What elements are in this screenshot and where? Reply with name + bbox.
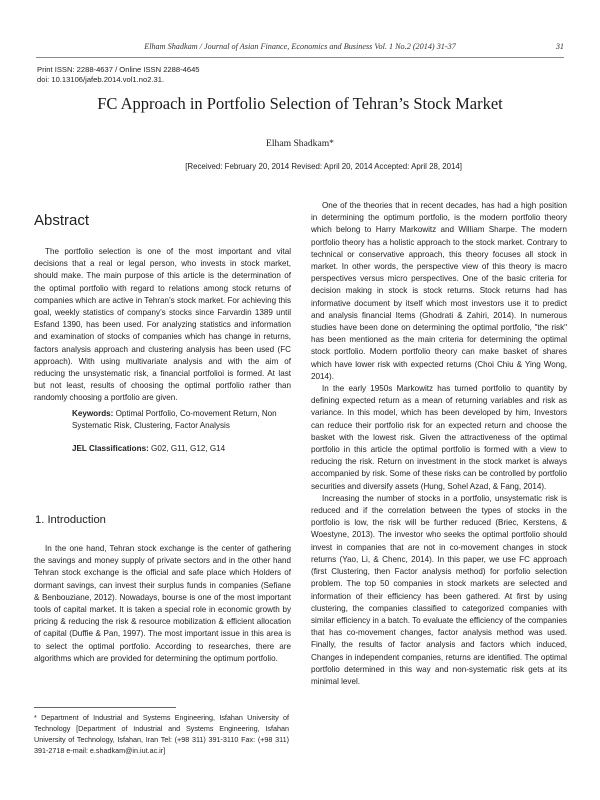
keywords-text: Optimal Portfolio, Co-movement Return, Non Systematic Risk, Clustering, Factor Analysis — [72, 409, 277, 431]
page-number: 31 — [555, 42, 564, 51]
header-rule — [36, 57, 564, 58]
author-footnote: * Department of Industrial and Systems Engineering, Isfahan University of Technology [Department of Industrial and Systems Engineering, Isfahan University of Technology, Isfahan, Iran Tel: (+98 311) 391-3110 Fax: (+98 311) 391-2718 e-mail: e.shadkam@in.iut.ac.ir] — [34, 713, 289, 755]
doi-line: doi: 10.13106/jafeb.2014.vol1.no2.31. — [37, 74, 165, 84]
keywords-label: Keywords: — [72, 409, 114, 418]
introduction-body — [34, 543, 291, 665]
author-name: Elham Shadkam* — [266, 138, 334, 149]
received-dates: [Received: February 20, 2014 Revised: April 20, 2014 Accepted: April 28, 2014] — [185, 162, 462, 171]
issn-block — [37, 65, 200, 84]
footnote-rule — [34, 707, 176, 708]
right-paragraph-2: In the early 1950s Markowitz has turned portfolio to quantity by defining expected return as a mean of returning variables and risk as variance. In this model, which has been developed by him, Investors can reduce their portfolio risk for an expected return and choose the basket with the lowest risk. Given the attractiveness of the optimal portfolio in this article the optimal portfolio is formed with a view to reducing the risk. Return on investment in the stock market is always accompanied by risk. Some of these risks can be controlled by portfolio securities and diversify assets (Hung, Sohel Azad, & Fang, 2014). — [311, 384, 567, 491]
right-paragraph-3: Increasing the number of stocks in a portfolio, unsystematic risk is reduced and if the correlation between the types of stocks in the portfolio is low, the risk will be further reduced (Briec, Kerstens, & Woestyne, 2013). The investor who seeks the optimal portfolio should invest in companies that are not in co-movement changes in stock returns (Yao, Li, & Chenc, 2014). In this paper, we use FC approach (first Clustering, then Factor analysis method) for porfolio selection problem. The top 50 companies in stock markets are selected and information of their efficiency has been gathered. At first by using clustering, the companies classified to categorized companies with similar efficiency in a batch. To evaluate the efficiency of the companies that has co-movement changes, factor analysis method was used. Finally, the results of factor analysis and factors which induced, Changes in independent companies, returns are identified. The optimal portfolio determined in this way and non-systematic risk gets at its minimal level. — [311, 493, 567, 686]
right-paragraph-1: One of the theories that in recent decades, has had a high position in determining the optimum portfolio, is the modern portfolio theory which belong to Harry Markowitz and William Sharpe. The modern portfolio theory has a holistic approach to the stock market. Contrary to technical or conservative approach, this theory focuses all stock in market. In other words, the perspective view of this theory is macro perspectives versus micro perspectives. One of the basic criteria for decision making in stock is stock returns. Stock returns had has informative document by itself which most investors use it to predict and analysis financial Items (Ghodrati & Zahiri, 2014). In numerous studies have been done on determining the optimal portfolio, "the risk" has been mentioned as the main criteria for determining the optimal stock portfolio. Modern portfolio theory can make basket of shares which have lower risk with expected returns (Choi Chiu & Ying Wong, 2014). — [311, 201, 567, 381]
jel-text: G02, G11, G12, G14 — [151, 444, 226, 453]
keywords — [72, 408, 290, 433]
abstract-heading: Abstract — [34, 212, 90, 229]
issn-line: Print ISSN: 2288-4637 / Online ISSN 2288-4645 — [37, 65, 200, 74]
running-header-text: Elham Shadkam / Journal of Asian Finance, Economics and Business Vol. 1 No.2 (2014) 31-37 — [144, 42, 456, 51]
abstract-body — [34, 246, 291, 405]
jel-label: JEL Classifications: — [72, 444, 149, 453]
jel-classifications — [72, 444, 225, 453]
introduction-paragraph: In the one hand, Tehran stock exchange is the center of gathering the savings and money supply of private sectors and in the other hand Tehran stock exchange is the official and safe place which Holders of dormant savings, can invest their surplus funds in companies (Sefiane & Benbouziane, 2012). Nowadays, bourse is one of the most important tools of capital market. It is taken a special role in economic growth by pricing & reducing the risk & resource mobilization & efficient allocation of capital (Duffie & Pan, 1997). The most important issue in this area is to select the optimal portfolio. According to researches, there are algorithms which are provided for determining the optimum portfolio. — [34, 544, 291, 663]
introduction-heading: 1. Introduction — [35, 514, 106, 526]
paper-title: FC Approach in Portfolio Selection of Tehran’s Stock Market — [97, 94, 503, 113]
right-column — [311, 200, 567, 688]
running-header — [36, 42, 564, 56]
abstract-paragraph: The portfolio selection is one of the most important and vital decisions that a real or legal person, who invests in stock market, should make. The main purpose of this article is the determination of the optimal portfolio with regard to relations among stock returns of companies which are active in Tehran’s stock market. For achieving this goal, weekly statistics of company’s stocks since Farvardin 1389 until Esfand 1390, has been used. For analyzing statistics and information and examination of stocks of companies which has change in returns, factors analysis approach and clustering analysis has been used (FC approach). With using multivariate analysis and with the aim of reducing the unsystematic risk, a financial portfolioi is formed. At last but not least, results of choosing the optimal portfolio rather than randomly choosing a portfolio are given. — [34, 247, 291, 403]
